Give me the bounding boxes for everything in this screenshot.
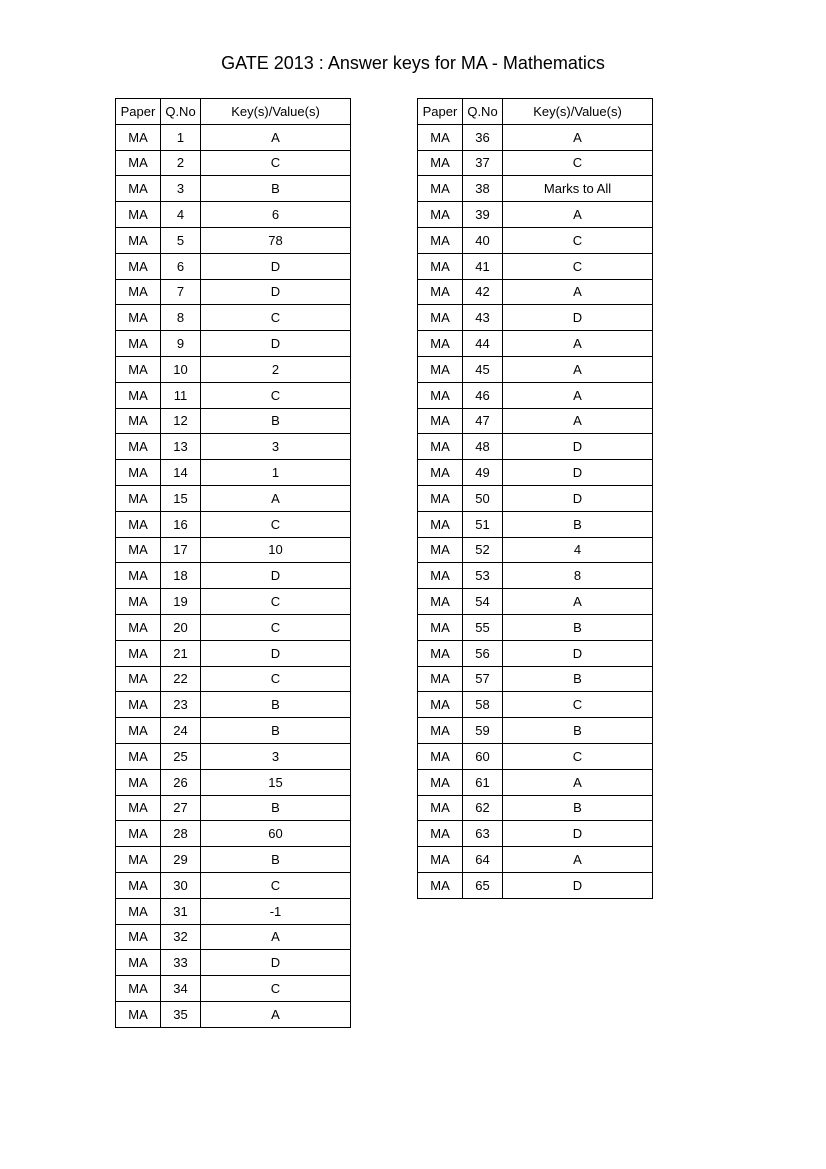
- cell-paper: MA: [116, 563, 161, 589]
- table-row: [116, 279, 351, 305]
- cell-paper: MA: [116, 614, 161, 640]
- cell-key: D: [503, 460, 653, 486]
- cell-key: B: [201, 692, 351, 718]
- cell-paper: MA: [116, 434, 161, 460]
- cell-key: C: [201, 666, 351, 692]
- table-row: [116, 924, 351, 950]
- cell-qno: 60: [463, 743, 503, 769]
- cell-paper: MA: [116, 227, 161, 253]
- table-row: [116, 872, 351, 898]
- cell-qno: 57: [463, 666, 503, 692]
- cell-paper: MA: [116, 692, 161, 718]
- cell-qno: 21: [161, 640, 201, 666]
- cell-key: B: [201, 408, 351, 434]
- cell-qno: 49: [463, 460, 503, 486]
- cell-paper: MA: [418, 305, 463, 331]
- table-row: [116, 511, 351, 537]
- cell-paper: MA: [116, 305, 161, 331]
- cell-paper: MA: [116, 511, 161, 537]
- cell-key: D: [503, 640, 653, 666]
- cell-paper: MA: [418, 511, 463, 537]
- cell-qno: 23: [161, 692, 201, 718]
- table-body-right: [418, 124, 653, 898]
- table-row: [418, 589, 653, 615]
- cell-key: C: [503, 692, 653, 718]
- table-row: [116, 253, 351, 279]
- cell-paper: MA: [116, 847, 161, 873]
- table-row: [418, 408, 653, 434]
- cell-key: B: [503, 718, 653, 744]
- cell-paper: MA: [418, 537, 463, 563]
- table-row: [116, 150, 351, 176]
- cell-key: 78: [201, 227, 351, 253]
- cell-qno: 53: [463, 563, 503, 589]
- table-row: [418, 150, 653, 176]
- cell-paper: MA: [116, 589, 161, 615]
- cell-key: 10: [201, 537, 351, 563]
- answer-key-table-right: [417, 98, 653, 899]
- cell-key: 6: [201, 202, 351, 228]
- cell-paper: MA: [418, 434, 463, 460]
- cell-key: B: [201, 847, 351, 873]
- cell-key: A: [503, 331, 653, 357]
- cell-qno: 31: [161, 898, 201, 924]
- cell-qno: 37: [463, 150, 503, 176]
- cell-key: 4: [503, 537, 653, 563]
- cell-paper: MA: [116, 640, 161, 666]
- cell-key: D: [201, 563, 351, 589]
- cell-key: B: [201, 795, 351, 821]
- cell-qno: 62: [463, 795, 503, 821]
- cell-paper: MA: [116, 279, 161, 305]
- cell-key: B: [503, 666, 653, 692]
- header-key: Key(s)/Value(s): [503, 99, 653, 125]
- cell-key: A: [503, 356, 653, 382]
- cell-paper: MA: [116, 124, 161, 150]
- cell-paper: MA: [418, 485, 463, 511]
- cell-qno: 17: [161, 537, 201, 563]
- cell-paper: MA: [418, 847, 463, 873]
- cell-qno: 50: [463, 485, 503, 511]
- cell-key: C: [201, 305, 351, 331]
- table-row: [418, 124, 653, 150]
- cell-paper: MA: [116, 950, 161, 976]
- cell-key: 3: [201, 743, 351, 769]
- cell-key: A: [503, 202, 653, 228]
- table-row: [418, 614, 653, 640]
- cell-qno: 33: [161, 950, 201, 976]
- table-row: [418, 692, 653, 718]
- table-row: [116, 898, 351, 924]
- table-row: [116, 795, 351, 821]
- cell-key: B: [201, 718, 351, 744]
- cell-key: C: [201, 511, 351, 537]
- cell-paper: MA: [418, 356, 463, 382]
- cell-paper: MA: [116, 331, 161, 357]
- table-row: [418, 434, 653, 460]
- cell-paper: MA: [418, 640, 463, 666]
- cell-paper: MA: [418, 279, 463, 305]
- cell-qno: 30: [161, 872, 201, 898]
- cell-qno: 9: [161, 331, 201, 357]
- cell-paper: MA: [418, 408, 463, 434]
- table-row: [116, 847, 351, 873]
- cell-key: A: [201, 124, 351, 150]
- cell-key: D: [201, 950, 351, 976]
- table-row: [116, 124, 351, 150]
- cell-key: D: [503, 821, 653, 847]
- cell-paper: MA: [418, 589, 463, 615]
- cell-qno: 45: [463, 356, 503, 382]
- cell-qno: 46: [463, 382, 503, 408]
- cell-paper: MA: [418, 743, 463, 769]
- cell-qno: 27: [161, 795, 201, 821]
- cell-qno: 52: [463, 537, 503, 563]
- table-row: [418, 847, 653, 873]
- cell-key: B: [503, 614, 653, 640]
- cell-paper: MA: [116, 382, 161, 408]
- cell-paper: MA: [418, 614, 463, 640]
- table-body-left: [116, 124, 351, 1027]
- cell-qno: 51: [463, 511, 503, 537]
- cell-qno: 5: [161, 227, 201, 253]
- cell-paper: MA: [116, 356, 161, 382]
- cell-key: B: [201, 176, 351, 202]
- cell-key: B: [503, 511, 653, 537]
- cell-qno: 22: [161, 666, 201, 692]
- cell-paper: MA: [116, 485, 161, 511]
- cell-qno: 8: [161, 305, 201, 331]
- cell-paper: MA: [418, 176, 463, 202]
- cell-key: A: [503, 847, 653, 873]
- table-row: [418, 666, 653, 692]
- table-row: [116, 666, 351, 692]
- cell-qno: 3: [161, 176, 201, 202]
- table-row: [116, 176, 351, 202]
- cell-key: Marks to All: [503, 176, 653, 202]
- cell-paper: MA: [116, 460, 161, 486]
- cell-key: A: [503, 408, 653, 434]
- cell-paper: MA: [116, 666, 161, 692]
- cell-qno: 59: [463, 718, 503, 744]
- cell-qno: 38: [463, 176, 503, 202]
- table-row: [418, 382, 653, 408]
- cell-qno: 18: [161, 563, 201, 589]
- table-row: [418, 176, 653, 202]
- cell-qno: 13: [161, 434, 201, 460]
- table-row: [418, 795, 653, 821]
- header-qno: Q.No: [463, 99, 503, 125]
- table-row: [418, 202, 653, 228]
- header-key: Key(s)/Value(s): [201, 99, 351, 125]
- cell-key: D: [503, 485, 653, 511]
- cell-qno: 42: [463, 279, 503, 305]
- cell-qno: 7: [161, 279, 201, 305]
- table-row: [116, 305, 351, 331]
- header-qno: Q.No: [161, 99, 201, 125]
- cell-key: A: [201, 924, 351, 950]
- table-row: [116, 950, 351, 976]
- cell-qno: 11: [161, 382, 201, 408]
- cell-paper: MA: [418, 795, 463, 821]
- cell-paper: MA: [116, 898, 161, 924]
- table-row: [418, 227, 653, 253]
- cell-qno: 10: [161, 356, 201, 382]
- cell-paper: MA: [116, 924, 161, 950]
- cell-qno: 65: [463, 872, 503, 898]
- table-row: [418, 331, 653, 357]
- cell-key: 1: [201, 460, 351, 486]
- cell-paper: MA: [116, 1001, 161, 1027]
- cell-key: C: [503, 150, 653, 176]
- table-header-row: [116, 99, 351, 125]
- cell-key: -1: [201, 898, 351, 924]
- cell-paper: MA: [116, 976, 161, 1002]
- cell-key: C: [201, 589, 351, 615]
- cell-paper: MA: [418, 202, 463, 228]
- cell-key: 8: [503, 563, 653, 589]
- table-row: [418, 356, 653, 382]
- cell-paper: MA: [418, 872, 463, 898]
- cell-paper: MA: [418, 150, 463, 176]
- table-row: [418, 718, 653, 744]
- cell-key: 15: [201, 769, 351, 795]
- cell-key: C: [201, 382, 351, 408]
- cell-paper: MA: [418, 460, 463, 486]
- cell-qno: 34: [161, 976, 201, 1002]
- cell-qno: 12: [161, 408, 201, 434]
- table-row: [116, 434, 351, 460]
- cell-qno: 28: [161, 821, 201, 847]
- table-row: [418, 537, 653, 563]
- cell-paper: MA: [418, 331, 463, 357]
- table-row: [116, 821, 351, 847]
- cell-paper: MA: [116, 795, 161, 821]
- cell-paper: MA: [418, 769, 463, 795]
- table-row: [116, 743, 351, 769]
- cell-qno: 2: [161, 150, 201, 176]
- cell-key: C: [503, 743, 653, 769]
- table-row: [116, 976, 351, 1002]
- cell-paper: MA: [116, 718, 161, 744]
- cell-qno: 29: [161, 847, 201, 873]
- cell-paper: MA: [116, 872, 161, 898]
- table-row: [116, 718, 351, 744]
- cell-qno: 15: [161, 485, 201, 511]
- table-row: [418, 279, 653, 305]
- cell-qno: 26: [161, 769, 201, 795]
- cell-qno: 14: [161, 460, 201, 486]
- cell-qno: 19: [161, 589, 201, 615]
- table-row: [418, 821, 653, 847]
- table-row: [116, 1001, 351, 1027]
- cell-qno: 54: [463, 589, 503, 615]
- table-row: [418, 640, 653, 666]
- cell-paper: MA: [116, 537, 161, 563]
- table-row: [418, 743, 653, 769]
- cell-key: A: [503, 279, 653, 305]
- cell-qno: 43: [463, 305, 503, 331]
- cell-paper: MA: [418, 227, 463, 253]
- table-row: [116, 640, 351, 666]
- table-row: [116, 589, 351, 615]
- table-row: [116, 382, 351, 408]
- cell-paper: MA: [116, 202, 161, 228]
- cell-key: D: [503, 434, 653, 460]
- cell-qno: 63: [463, 821, 503, 847]
- cell-paper: MA: [116, 150, 161, 176]
- cell-paper: MA: [116, 176, 161, 202]
- cell-qno: 48: [463, 434, 503, 460]
- table-row: [116, 537, 351, 563]
- cell-qno: 47: [463, 408, 503, 434]
- cell-paper: MA: [418, 692, 463, 718]
- header-paper: Paper: [116, 99, 161, 125]
- cell-key: A: [503, 124, 653, 150]
- cell-key: D: [201, 253, 351, 279]
- cell-qno: 55: [463, 614, 503, 640]
- cell-key: A: [201, 1001, 351, 1027]
- cell-key: D: [503, 872, 653, 898]
- table-row: [418, 769, 653, 795]
- cell-key: D: [503, 305, 653, 331]
- cell-key: C: [503, 253, 653, 279]
- cell-qno: 24: [161, 718, 201, 744]
- cell-key: D: [201, 640, 351, 666]
- cell-key: D: [201, 279, 351, 305]
- cell-qno: 6: [161, 253, 201, 279]
- page-title: GATE 2013 : Answer keys for MA - Mathematics: [221, 53, 605, 73]
- table-row: [116, 485, 351, 511]
- cell-qno: 25: [161, 743, 201, 769]
- cell-key: C: [201, 976, 351, 1002]
- table-row: [116, 460, 351, 486]
- table-row: [116, 356, 351, 382]
- cell-paper: MA: [418, 563, 463, 589]
- cell-key: C: [201, 150, 351, 176]
- cell-qno: 32: [161, 924, 201, 950]
- cell-key: B: [503, 795, 653, 821]
- cell-key: D: [201, 331, 351, 357]
- cell-paper: MA: [418, 821, 463, 847]
- cell-qno: 16: [161, 511, 201, 537]
- cell-paper: MA: [116, 769, 161, 795]
- cell-qno: 35: [161, 1001, 201, 1027]
- cell-qno: 41: [463, 253, 503, 279]
- table-row: [418, 460, 653, 486]
- cell-key: C: [201, 614, 351, 640]
- header-paper: Paper: [418, 99, 463, 125]
- table-row: [418, 253, 653, 279]
- cell-qno: 61: [463, 769, 503, 795]
- cell-qno: 20: [161, 614, 201, 640]
- table-row: [116, 563, 351, 589]
- table-row: [418, 485, 653, 511]
- table-row: [116, 202, 351, 228]
- cell-key: 60: [201, 821, 351, 847]
- cell-key: C: [201, 872, 351, 898]
- cell-qno: 58: [463, 692, 503, 718]
- cell-paper: MA: [418, 718, 463, 744]
- cell-key: A: [503, 382, 653, 408]
- cell-paper: MA: [116, 408, 161, 434]
- table-row: [116, 692, 351, 718]
- table-row: [418, 563, 653, 589]
- table-row: [116, 331, 351, 357]
- cell-paper: MA: [418, 382, 463, 408]
- cell-key: A: [201, 485, 351, 511]
- cell-qno: 36: [463, 124, 503, 150]
- cell-paper: MA: [116, 743, 161, 769]
- cell-qno: 64: [463, 847, 503, 873]
- cell-qno: 4: [161, 202, 201, 228]
- cell-paper: MA: [418, 124, 463, 150]
- cell-key: 2: [201, 356, 351, 382]
- cell-qno: 1: [161, 124, 201, 150]
- table-row: [418, 305, 653, 331]
- cell-paper: MA: [116, 821, 161, 847]
- table-row: [116, 614, 351, 640]
- cell-qno: 40: [463, 227, 503, 253]
- cell-qno: 44: [463, 331, 503, 357]
- table-header-row: [418, 99, 653, 125]
- cell-qno: 56: [463, 640, 503, 666]
- cell-qno: 39: [463, 202, 503, 228]
- cell-paper: MA: [418, 666, 463, 692]
- cell-key: 3: [201, 434, 351, 460]
- cell-key: C: [503, 227, 653, 253]
- cell-key: A: [503, 769, 653, 795]
- table-row: [116, 227, 351, 253]
- table-row: [418, 872, 653, 898]
- table-row: [418, 511, 653, 537]
- answer-key-table-left: [115, 98, 351, 1028]
- cell-paper: MA: [418, 253, 463, 279]
- cell-paper: MA: [116, 253, 161, 279]
- table-row: [116, 408, 351, 434]
- table-row: [116, 769, 351, 795]
- cell-key: A: [503, 589, 653, 615]
